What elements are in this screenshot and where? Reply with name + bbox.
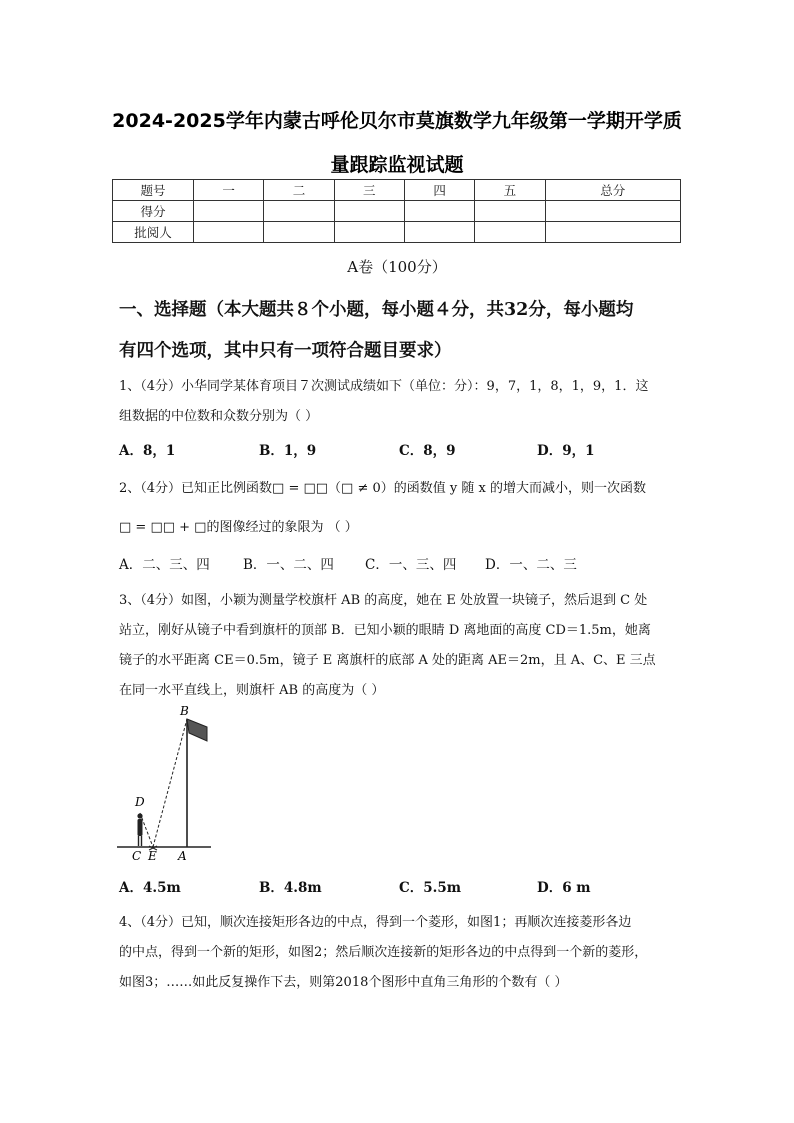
exam-title-line1: 2024-2025学年内蒙古呼伦贝尔市莫旗数学九年级第一学期开学质 <box>112 110 682 132</box>
person-head-icon <box>137 813 142 818</box>
q3-line4: 在同一水平直线上，则旗杆 AB 的高度为（ ） <box>119 683 385 698</box>
score-input-cell[interactable] <box>264 201 334 222</box>
q3-option-c[interactable]: C．5.5m <box>399 880 462 896</box>
score-table-cell: 一 <box>194 180 264 201</box>
flag-icon <box>187 719 207 741</box>
score-table-cell: 题号 <box>113 180 194 201</box>
score-table-cell: 总分 <box>545 180 680 201</box>
section1-heading-line2: 有四个选项，其中只有一项符合题目要求） <box>119 341 452 361</box>
person-body-icon <box>138 819 143 836</box>
q3-option-b[interactable]: B．4.8m <box>259 880 322 896</box>
score-table-header-row <box>113 180 681 201</box>
score-input-cell[interactable] <box>475 201 545 222</box>
score-table-cell: 二 <box>264 180 334 201</box>
label-c: C <box>132 849 142 863</box>
score-input-cell[interactable] <box>545 201 680 222</box>
label-a: A <box>178 849 187 863</box>
score-table-cell: 得分 <box>113 201 194 222</box>
score-table-cell: 批阅人 <box>113 222 194 243</box>
q1-option-a[interactable]: A．8，1 <box>119 443 176 459</box>
score-input-cell[interactable] <box>334 222 404 243</box>
q1-line2: 组数据的中位数和众数分别为（ ） <box>119 409 319 424</box>
q2-line1: 2、（4分）已知正比例函数□ = □□（□ ≠ 0）的函数值 y 随 x 的增大而减小，则一次函数 <box>119 481 646 496</box>
q2-option-a[interactable]: A．二、三、四 <box>119 557 210 573</box>
q4-line1: 4、（4分）已知，顺次连接矩形各边的中点，得到一个菱形，如图1；再顺次连接菱形各边 <box>119 915 632 930</box>
q1-option-c[interactable]: C．8，9 <box>399 443 456 459</box>
q4-line3: 如图3；……如此反复操作下去，则第2018个图形中直角三角形的个数有（ ） <box>119 975 568 990</box>
score-table <box>112 179 681 243</box>
label-d: D <box>135 795 145 809</box>
q3-flagpole-figure <box>115 703 215 863</box>
score-table-row <box>113 201 681 222</box>
sight-line-eb <box>153 719 187 847</box>
q2-option-b[interactable]: B．一、二、四 <box>243 557 334 573</box>
score-input-cell[interactable] <box>404 201 474 222</box>
q3-line3: 镜子的水平距离 CE＝0.5m，镜子 E 离旗杆的底部 A 处的距离 AE＝2m，且 A、C、E 三点 <box>119 653 656 668</box>
score-input-cell[interactable] <box>404 222 474 243</box>
q2-line2: □ = □□ + □的图像经过的象限为 （ ） <box>119 520 358 535</box>
score-input-cell[interactable] <box>194 222 264 243</box>
q2-option-c[interactable]: C．一、三、四 <box>365 557 457 573</box>
score-table-cell: 三 <box>334 180 404 201</box>
score-table-cell: 四 <box>404 180 474 201</box>
q1-line1: 1、（4分）小华同学某体育项目７次测试成绩如下（单位：分）：9，7，1，8，1，9，1．这 <box>119 379 649 394</box>
q3-line2: 站立，刚好从镜子中看到旗杆的顶部 B．已知小颖的眼睛 D 离地面的高度 CD＝1.5m，她离 <box>119 623 651 638</box>
label-b: B <box>180 704 189 718</box>
score-table-row <box>113 222 681 243</box>
q3-line1: 3、（4分）如图，小颖为测量学校旗杆 AB 的高度，她在 E 处放置一块镜子，然后退到 C 处 <box>119 593 648 608</box>
exam-title-line2: 量跟踪监视试题 <box>330 154 464 176</box>
q3-option-d[interactable]: D．6 m <box>537 880 591 896</box>
score-table-cell: 五 <box>475 180 545 201</box>
label-e: E <box>148 849 157 863</box>
score-input-cell[interactable] <box>475 222 545 243</box>
part-a-heading: A卷（100分） <box>347 258 447 276</box>
section1-heading-line1: 一、选择题（本大题共８个小题，每小题４分，共32分，每小题均 <box>119 300 634 320</box>
q3-option-a[interactable]: A．4.5m <box>119 880 181 896</box>
score-input-cell[interactable] <box>264 222 334 243</box>
q1-option-b[interactable]: B．1，9 <box>259 443 317 459</box>
q2-option-d[interactable]: D．一、二、三 <box>485 557 577 573</box>
score-input-cell[interactable] <box>545 222 680 243</box>
q4-line2: 的中点，得到一个新的矩形，如图2；然后顺次连接新的矩形各边的中点得到一个新的菱形， <box>119 945 648 960</box>
score-input-cell[interactable] <box>334 201 404 222</box>
q1-option-d[interactable]: D．9，1 <box>537 443 595 459</box>
score-input-cell[interactable] <box>194 201 264 222</box>
